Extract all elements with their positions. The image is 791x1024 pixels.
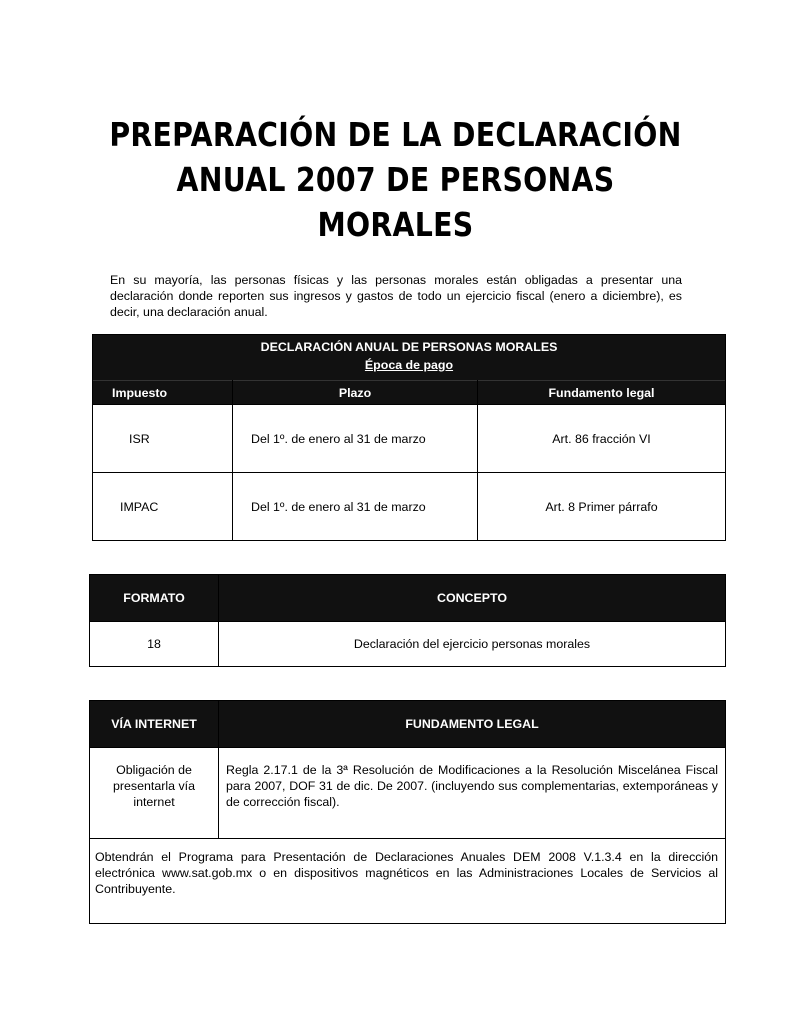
column-header-fundamento-legal: FUNDAMENTO LEGAL [219, 701, 726, 748]
table-row [90, 748, 726, 839]
table1-subheading [93, 358, 726, 381]
cell-plazo: Del 1º. de enero al 31 de marzo [233, 473, 478, 541]
cell-fundamento: Art. 8 Primer párrafo [478, 473, 726, 541]
column-header-via-internet: VÍA INTERNET [90, 701, 219, 748]
column-header-plazo: Plazo [233, 381, 478, 405]
title-line-2: ANUAL 2007 DE PERSONAS [176, 160, 615, 199]
column-header-fundamento-legal: Fundamento legal [478, 381, 726, 405]
intro-paragraph: En su mayoría, las personas físicas y las personas morales están obligadas a presentar una declaración donde reporten sus ingresos y gastos de todo un ejercicio fiscal (enero a diciembre), es decir, una declaración anual. [110, 273, 682, 319]
page-title [107, 112, 684, 247]
table1-column-header-row [93, 381, 726, 405]
formato-table [89, 574, 726, 667]
cell-regla: Regla 2.17.1 de la 3ª Resolución de Modificaciones a la Resolución Miscelánea Fiscal para 2007, DOF 31 de dic. De 2007. (incluyendo sus complementarias, extemporáneas y de corrección fiscal). [219, 748, 726, 839]
epoca-de-pago-table [92, 334, 726, 541]
table1-subheading-text: Época de pago [364, 358, 454, 372]
via-internet-table [89, 700, 726, 924]
cell-concepto: Declaración del ejercicio personas morales [219, 622, 726, 667]
table-row [90, 839, 726, 924]
cell-formato: 18 [90, 622, 219, 667]
table1-heading: DECLARACIÓN ANUAL DE PERSONAS MORALES [93, 335, 726, 359]
cell-obligacion: Obligación de presentarla vía internet [90, 748, 219, 839]
cell-nota: Obtendrán el Programa para Presentación de Declaraciones Anuales DEM 2008 V.1.3.4 en la dirección electrónica www.sat.gob.mx o en dispositivos magnéticos en las Administraciones Locales de Servicios al Contribuyente. [90, 839, 726, 924]
title-line-1: PREPARACIÓN DE LA DECLARACIÓN [109, 115, 682, 154]
cell-impuesto: ISR [93, 405, 233, 473]
cell-plazo: Del 1º. de enero al 31 de marzo [233, 405, 478, 473]
table-row [90, 622, 726, 667]
column-header-impuesto: Impuesto [93, 381, 233, 405]
column-header-concepto: CONCEPTO [219, 575, 726, 622]
column-header-formato: FORMATO [90, 575, 219, 622]
table-row [93, 405, 726, 473]
title-line-3: MORALES [317, 205, 474, 244]
cell-impuesto: IMPAC [93, 473, 233, 541]
table-row [93, 473, 726, 541]
cell-fundamento: Art. 86 fracción VI [478, 405, 726, 473]
